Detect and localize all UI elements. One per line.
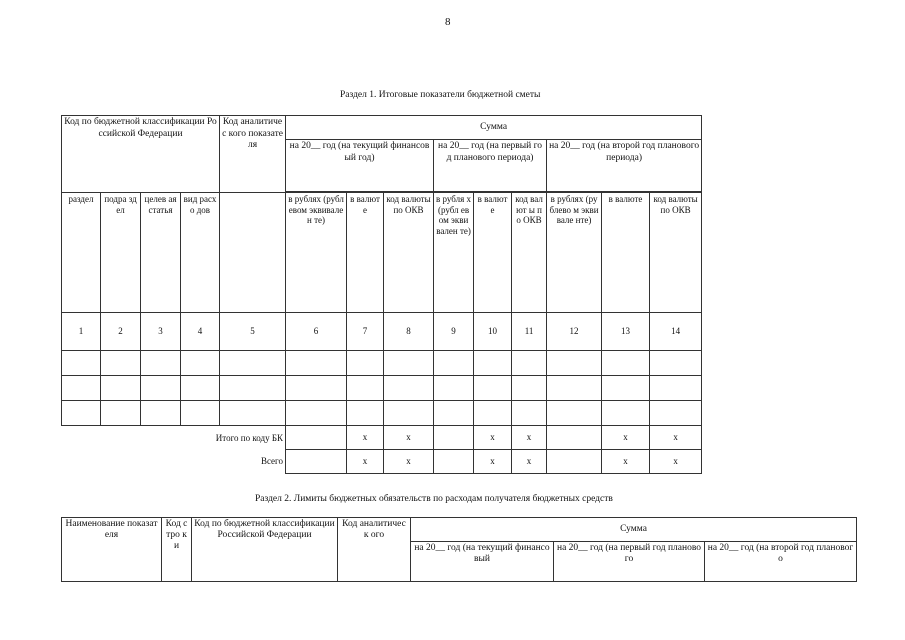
indicator-name-header: Наименование показателя [62,518,162,582]
col-number: 4 [181,313,220,351]
x-mark: x [650,426,702,450]
col-number: 3 [141,313,181,351]
col-number: 1 [62,313,101,351]
x-mark: x [512,450,547,474]
col-number: 7 [347,313,384,351]
table-row [62,376,702,401]
section-1-title: Раздел 1. Итоговые показатели бюджетной сметы [340,90,541,100]
year-current-header: на 20__ год (на текущий финансовый год) [286,140,434,192]
okv-current-header: код валюты по ОКВ [384,193,434,313]
x-mark: x [347,450,384,474]
grand-total-label: Всего [260,456,284,467]
total-by-code-label: Итого по коду БК [215,432,284,443]
col-number: 2 [101,313,141,351]
kbk-header: Код по бюджетной классификации Российской Федерации [62,116,220,193]
x-mark: x [602,450,650,474]
sum-header-2: Сумма [411,518,857,542]
col-number: 6 [286,313,347,351]
table-row [62,351,702,376]
kbk-article-header: целев ая статья [141,193,181,313]
rub-plan2-header: в рублях (рублево м эквивале нте) [547,193,602,313]
kbk-subsection-header: подра здел [101,193,141,313]
kbk-header-2: Код по бюджетной классификации Российской Федерации [192,518,338,582]
analytic-code-sub [220,193,286,313]
grand-total-row [62,450,702,474]
section-2-title: Раздел 2. Лимиты бюджетных обязательств по расходам получателя бюджетных средств [255,494,613,504]
year-plan1-header-2: на 20__ год (на первый год планового [554,542,705,582]
x-mark: x [347,426,384,450]
budget-limits-table [61,517,857,582]
rub-current-header: в рублях (рублевом эквивален те) [286,193,347,313]
cur-plan1-header: в валют е [474,193,512,313]
kbk-section-header: раздел [62,193,101,313]
analytic-code-header-2: Код аналитическ ого [338,518,411,582]
col-number: 8 [384,313,434,351]
x-mark: x [602,426,650,450]
okv-plan2-header: код валюты по ОКВ [650,193,702,313]
col-number: 5 [220,313,286,351]
x-mark: x [512,426,547,450]
x-mark: x [474,426,512,450]
table-row [62,401,702,426]
rub-plan1-header: в рубля х (рубл евом экви вален те) [434,193,474,313]
col-number: 14 [650,313,702,351]
okv-plan1-header: код валют ы по ОКВ [512,193,547,313]
col-number: 10 [474,313,512,351]
x-mark: x [384,450,434,474]
total-by-code-row [62,426,702,450]
x-mark: x [384,426,434,450]
year-plan2-header-2: на 20__ год (на второй год планового [705,542,857,582]
budget-summary-table [61,115,702,474]
year-plan1-header: на 20__ год (на первый год планового периода) [434,140,547,192]
kbk-expense-type-header: вид расхо дов [181,193,220,313]
year-plan2-header: на 20__ год (на второй год планового периода) [547,140,702,192]
line-code-header: Код стро ки [162,518,192,582]
col-number: 11 [512,313,547,351]
sum-header: Сумма [286,116,702,140]
col-number: 12 [547,313,602,351]
col-number: 13 [602,313,650,351]
x-mark: x [650,450,702,474]
year-current-header-2: на 20__ год (на текущий финансовый [411,542,554,582]
col-number: 9 [434,313,474,351]
page-number: 8 [445,16,451,28]
x-mark: x [474,450,512,474]
cur-current-header: в валют е [347,193,384,313]
analytic-code-header: Код аналитичес кого показателя [220,116,286,193]
cur-plan2-header: в валюте [602,193,650,313]
